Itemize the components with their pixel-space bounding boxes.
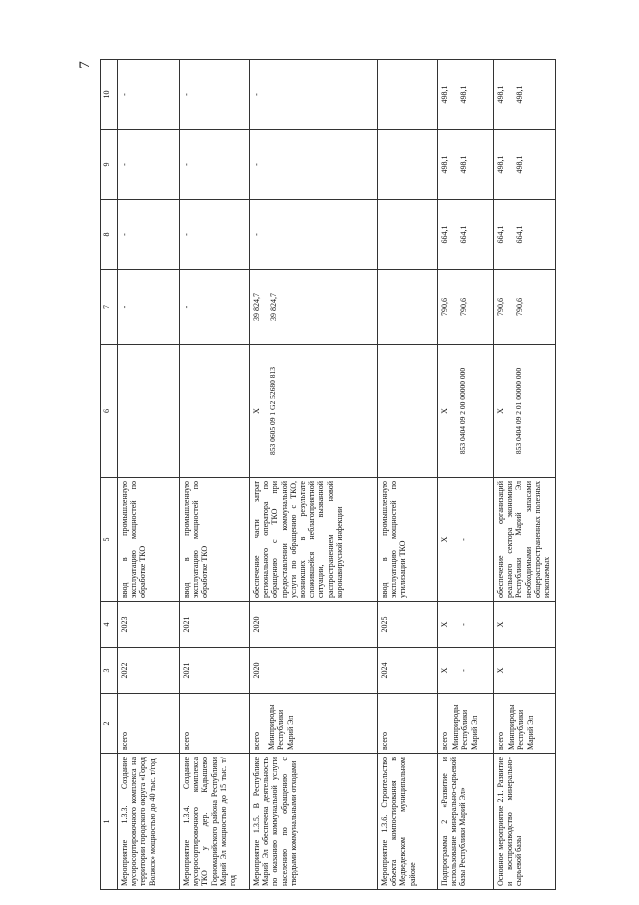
col-header-10: 10 <box>101 60 118 130</box>
start-year: 2020 <box>250 648 378 694</box>
col-header-3: 3 <box>101 648 118 694</box>
end-year: 2025 <box>378 602 438 648</box>
value-2023: - <box>250 60 378 130</box>
page-number: 7 <box>77 61 93 69</box>
value-2021 <box>494 200 556 270</box>
end-year: 2023 <box>118 602 180 648</box>
value-total: 664,1 <box>496 225 505 244</box>
budget-code <box>250 345 378 478</box>
value-ministry: 664,1 <box>459 225 469 244</box>
value-total: 498,1 <box>440 85 449 104</box>
source-cell: всего <box>378 694 438 754</box>
measure-name: Мероприятие 1.3.4. Создание мусоросортировочного комплекса ТКО у дер. Кадышево Горномарийского района Республики Марий Эл мощностью до 15 тыс. т/год <box>180 754 250 890</box>
table-row <box>118 60 180 890</box>
value-ministry: 498,1 <box>515 85 525 104</box>
source-cell: всего <box>180 694 250 754</box>
value-2020: - <box>118 270 180 345</box>
table-row <box>180 60 250 890</box>
code-value: 853 0605 09 1 G2 52680 813 <box>268 367 278 455</box>
value-2022: - <box>250 130 378 200</box>
start-year: 2024 <box>378 648 438 694</box>
header-row <box>101 60 118 890</box>
value-2022: - <box>118 130 180 200</box>
value-ministry: 498,1 <box>459 155 469 174</box>
value-2022 <box>378 130 438 200</box>
code-total: X <box>440 408 449 414</box>
value-2023 <box>378 60 438 130</box>
end-year: X <box>494 602 556 648</box>
value-2021: - <box>250 200 378 270</box>
expected-result <box>438 478 494 602</box>
col-header-1: 1 <box>101 754 118 890</box>
col-header-2: 2 <box>101 694 118 754</box>
table-row <box>494 60 556 890</box>
source-total: всего <box>252 731 261 750</box>
budget-code <box>438 345 494 478</box>
value-total: 498,1 <box>496 155 505 174</box>
value-2023 <box>438 60 494 130</box>
source-total: всего <box>496 731 505 750</box>
start-year: 2022 <box>118 648 180 694</box>
value-2020: - <box>180 270 250 345</box>
source-cell: всего <box>118 694 180 754</box>
col-header-8: 8 <box>101 200 118 270</box>
end-year-total: X <box>440 621 449 628</box>
budget-code <box>118 345 180 478</box>
source-cell <box>438 694 494 754</box>
table-row <box>438 60 494 890</box>
col-header-7: 7 <box>101 270 118 345</box>
expected-result: ввод в промышленную эксплуатацию мощностей по обработке ТКО <box>180 478 250 602</box>
value-total: 790,6 <box>440 298 449 316</box>
value-ministry: 498,1 <box>515 155 525 174</box>
measure-name: Основное мероприятие 2.1. Развитие и воспроизводство минерально-сырьевой базы <box>494 754 556 890</box>
value-2021: - <box>118 200 180 270</box>
source-ministry: Минприроды Республики Марий Эл <box>507 704 535 750</box>
value-ministry: 39 824,7 <box>269 293 279 321</box>
value-2020 <box>494 270 556 345</box>
source-total: всего <box>440 731 449 750</box>
source-cell <box>494 694 556 754</box>
value-2021: - <box>180 200 250 270</box>
budget-code <box>180 345 250 478</box>
end-year-ministry: - <box>459 623 469 626</box>
value-2023 <box>494 60 556 130</box>
value-ministry: 790,6 <box>459 298 469 316</box>
source-ministry: Минприроды Республики Марий Эл <box>451 704 479 750</box>
budget-code <box>378 345 438 478</box>
rotated-table-sheet <box>100 60 624 890</box>
col-header-5: 5 <box>101 478 118 602</box>
code-value: 853 0404 09 2 01 00000 000 <box>514 367 524 455</box>
value-2022 <box>438 130 494 200</box>
value-2023: - <box>180 60 250 130</box>
end-year: 2021 <box>180 602 250 648</box>
value-ministry: 498,1 <box>459 85 469 104</box>
value-2020 <box>438 270 494 345</box>
value-2023: - <box>118 60 180 130</box>
start-year: X <box>494 648 556 694</box>
end-year: 2020 <box>250 602 378 648</box>
budget-table <box>100 59 556 890</box>
source-ministry: Минприроды Республики Марий Эл <box>267 704 295 750</box>
table-row <box>250 60 378 890</box>
value-total: 39 824,7 <box>252 293 261 321</box>
measure-name: Мероприятие 1.3.5. В Республике Марий Эл обеспечена деятельность по оказанию коммунальной услуги населению по обращению с твердыми коммунальными отходами <box>250 754 378 890</box>
result-total: X <box>440 536 449 543</box>
value-total: 790,6 <box>496 298 505 316</box>
start-year: 2021 <box>180 648 250 694</box>
measure-name: Подпрограмма 2 «Развитие и использование минерально-сырьевой базы Республики Марий Эл» <box>438 754 494 890</box>
code-total: X <box>496 408 505 414</box>
source-cell <box>250 694 378 754</box>
expected-result: ввод в промышленную эксплуатацию мощностей по обработке ТКО <box>118 478 180 602</box>
start-year-total: X <box>440 667 449 674</box>
col-header-6: 6 <box>101 345 118 478</box>
start-year <box>438 648 494 694</box>
value-2021 <box>378 200 438 270</box>
budget-code <box>494 345 556 478</box>
expected-result: ввод в промышленную эксплуатацию мощностей по утилизации ТКО <box>378 478 438 602</box>
result-ministry: - <box>459 538 469 541</box>
value-total: 664,1 <box>440 225 449 244</box>
expected-result: обеспечение организаций реального сектора экономики Республики Марий Эл необходимыми запасами общераспространенных полезных ископаемых <box>494 478 556 602</box>
measure-name: Мероприятие 1.3.3. Создание мусоросортировочного комплекса на территории городского округа «Город Волжск» мощностью до 40 тыс. т/год <box>118 754 180 890</box>
value-ministry: 790,6 <box>515 298 525 316</box>
col-header-9: 9 <box>101 130 118 200</box>
expected-result: обеспечение части затрат регионального оператора по обращению с ТКО при предоставлении коммунальной услуги по обращению с ТКО, возникших в результате сложившейся неблагоприятной ситуации, вызванной распространением новой коронавирусной инфекции <box>250 478 378 602</box>
start-year-ministry: - <box>459 669 469 672</box>
col-header-4: 4 <box>101 602 118 648</box>
value-total: 498,1 <box>496 85 505 104</box>
value-2022: - <box>180 130 250 200</box>
value-total: 498,1 <box>440 155 449 174</box>
value-2020 <box>250 270 378 345</box>
value-2020 <box>378 270 438 345</box>
value-2021 <box>438 200 494 270</box>
code-total: X <box>252 408 261 414</box>
code-value: 853 0404 09 2 00 00000 000 <box>458 367 468 455</box>
value-ministry: 664,1 <box>515 225 525 244</box>
measure-name: Мероприятие 1.3.6. Строительство объекта компостирования в Медведевском муниципальном районе <box>378 754 438 890</box>
table-row <box>378 60 438 890</box>
value-2022 <box>494 130 556 200</box>
end-year <box>438 602 494 648</box>
